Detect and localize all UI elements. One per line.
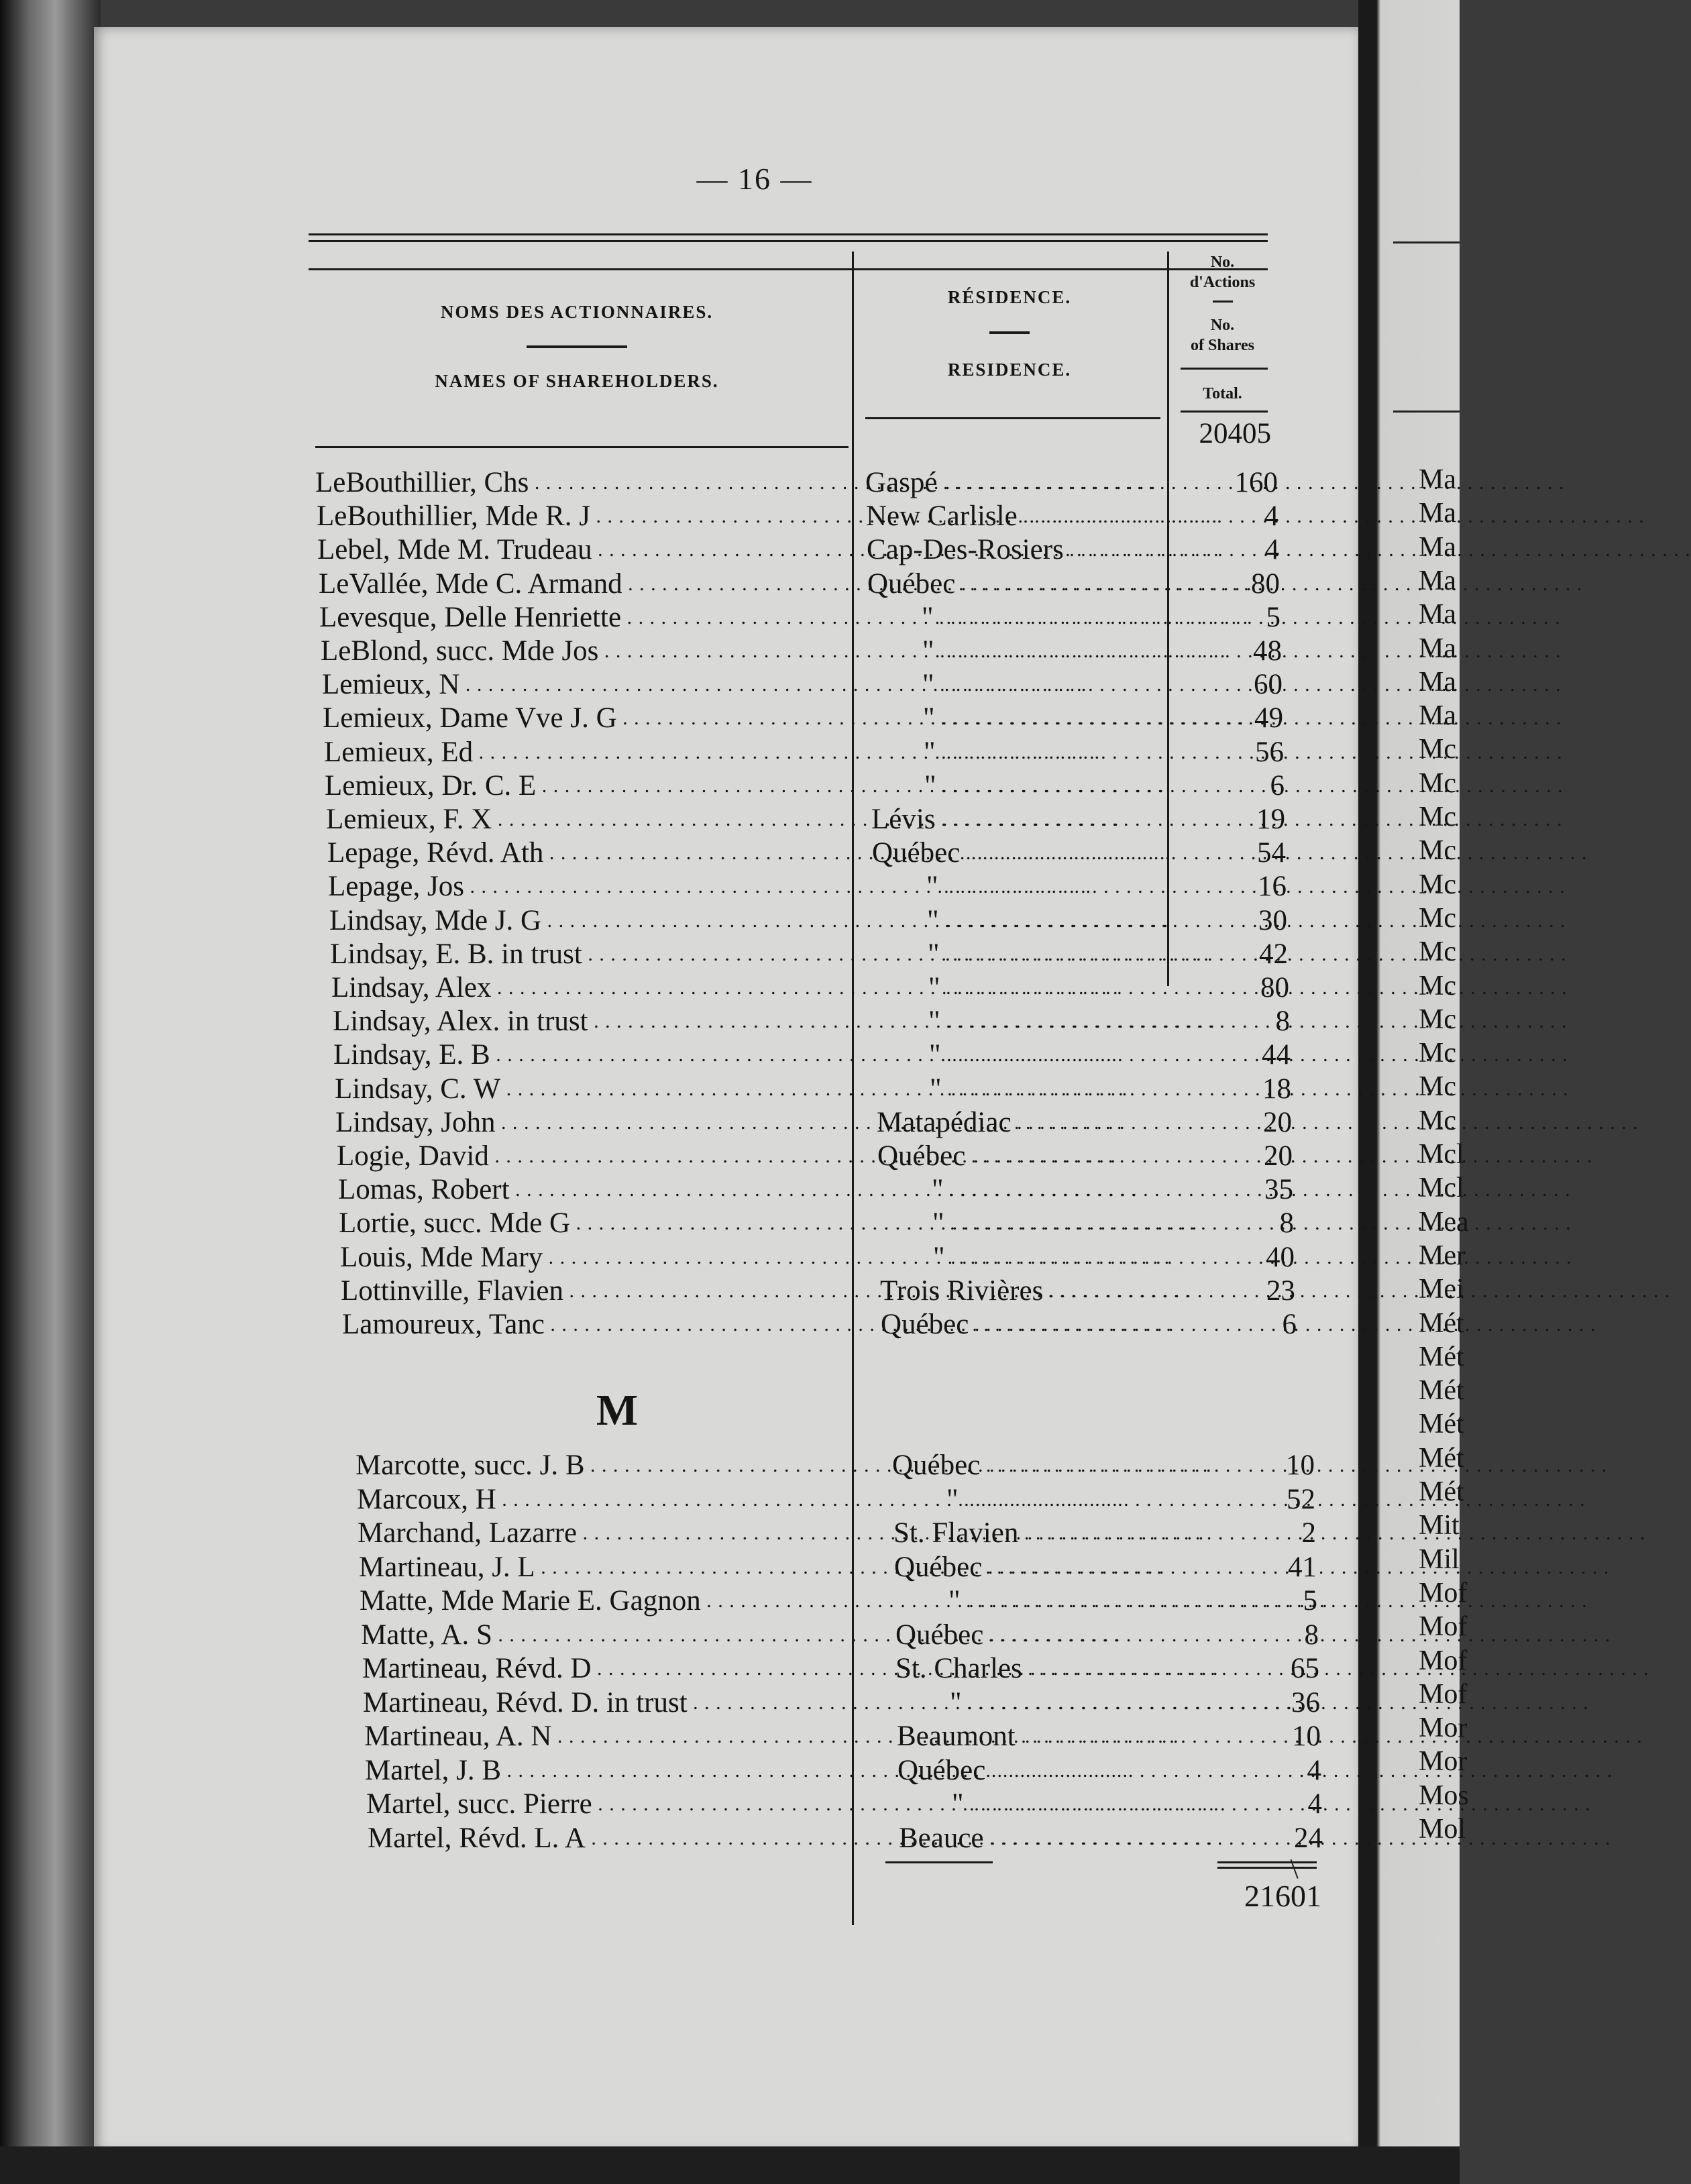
facing-page-fragment: Mof xyxy=(1419,1678,1468,1710)
header-residence-dash xyxy=(989,331,1030,334)
table-row xyxy=(0,1619,1342,1652)
residence: " . . . xyxy=(923,702,1178,735)
residence: Cap-Des-Rosiers . . . xyxy=(867,533,1175,567)
share-count: 44 xyxy=(1262,1039,1291,1071)
share-count: 4 xyxy=(1264,500,1278,533)
table-row xyxy=(0,567,1342,601)
share-count: 60 xyxy=(1254,669,1283,701)
residence: " . . . xyxy=(928,938,1183,971)
shareholder-name: Levesque, Delle Henriette . . . xyxy=(319,601,849,635)
table-row xyxy=(0,938,1342,971)
shareholder-name: Lemieux, Dame Vve J. G . . . xyxy=(323,702,849,735)
share-count: 36 xyxy=(1291,1686,1320,1718)
residence: Québec . . . xyxy=(872,836,1181,870)
residence: " . . . xyxy=(928,971,1183,1005)
facing-page-fragment: Mit xyxy=(1419,1510,1460,1541)
share-count: 20 xyxy=(1264,1140,1293,1172)
shareholder-name: Martineau, Révd. D. in trust . . . xyxy=(363,1686,892,1720)
shareholder-name: Marcoux, H . . . xyxy=(357,1483,892,1517)
header-names-dash xyxy=(527,345,627,348)
shareholder-name: Lindsay, E. B. in trust . . . xyxy=(330,938,849,971)
shareholder-name: Lindsay, John . . . xyxy=(335,1106,849,1140)
facing-page-fragment: Mc xyxy=(1419,902,1456,934)
share-count: 42 xyxy=(1259,938,1288,970)
share-count: 35 xyxy=(1264,1174,1293,1206)
share-count: 5 xyxy=(1303,1585,1317,1617)
share-count: 20 xyxy=(1263,1106,1292,1138)
table-row xyxy=(0,769,1342,803)
residence: Beaumont . . . xyxy=(897,1720,1202,1753)
facing-page-fragment: Mét xyxy=(1419,1341,1464,1372)
share-count: 48 xyxy=(1253,635,1282,667)
facing-page-fragment: Ma xyxy=(1419,666,1456,698)
facing-page-fragment: Mof xyxy=(1419,1645,1468,1676)
facing-page-fragment: Mét xyxy=(1419,1409,1464,1440)
residence: Beauce . . . xyxy=(899,1822,1204,1855)
shareholder-name: Lepage, Jos . . . xyxy=(328,870,849,904)
beauce-rule xyxy=(885,1861,993,1863)
share-count: 40 xyxy=(1266,1241,1295,1273)
facing-page-fragment: Mor xyxy=(1419,1712,1468,1744)
facing-page-fragment: Mof xyxy=(1419,1611,1468,1643)
table-row xyxy=(0,1483,1342,1517)
shareholder-name: Lemieux, Ed . . . xyxy=(324,736,849,769)
table-row xyxy=(0,904,1342,938)
share-count: 4 xyxy=(1307,1754,1321,1786)
carried-total: 20405 xyxy=(1199,418,1271,449)
shareholder-name: Lindsay, Alex . . . xyxy=(331,971,849,1005)
facing-page-fragment: Ma xyxy=(1419,599,1456,631)
share-count: 10 xyxy=(1292,1721,1321,1752)
table-row xyxy=(0,971,1342,1005)
section-letter: M xyxy=(596,1386,639,1435)
residence: Québec . . . xyxy=(894,1551,1199,1584)
shareholder-name: Louis, Mde Mary . . . xyxy=(340,1241,849,1274)
residence: Québec . . . xyxy=(877,1140,1186,1173)
facing-page-fragment: Mc xyxy=(1419,835,1456,867)
share-count: 8 xyxy=(1279,1207,1294,1240)
residence: " . . . xyxy=(922,668,1177,702)
residence: Matapédiac . . . xyxy=(877,1106,1185,1140)
table-row xyxy=(0,1005,1342,1038)
residence: " . . . xyxy=(952,1788,1203,1821)
header-shares-en-2: of Shares xyxy=(1191,337,1254,354)
residence: " . . . xyxy=(948,1584,1200,1618)
residence: " . . . xyxy=(930,1073,1185,1106)
facing-page-fragment: Mcl xyxy=(1419,1139,1464,1170)
page-number: — 16 — xyxy=(696,162,813,196)
residence: " . . . xyxy=(929,1038,1184,1072)
header-names-fr: NOMS DES ACTIONNAIRES. xyxy=(440,302,714,322)
shareholder-name: Lindsay, C. W . . . xyxy=(335,1073,849,1106)
facing-page-fragment: Mos xyxy=(1419,1780,1469,1811)
table-row xyxy=(0,1720,1342,1753)
header-residence-en: RESIDENCE. xyxy=(947,360,1072,380)
residence: Québec . . . xyxy=(867,567,1176,601)
facing-page-fragment: Mc xyxy=(1419,734,1456,765)
shareholder-name: LeBouthillier, Mde R. J . . . xyxy=(317,500,849,533)
residence: St. Charles . . . xyxy=(895,1652,1201,1686)
residence: " . . . xyxy=(924,736,1179,769)
shareholder-name: Martineau, J. L . . . xyxy=(359,1551,892,1584)
shareholder-name: LeVallée, Mde C. Armand . . . xyxy=(319,567,849,601)
shareholder-name: Matte, A. S . . . xyxy=(361,1619,892,1652)
residence: Québec . . . xyxy=(881,1308,1189,1342)
shareholder-name: Marcotte, succ. J. B . . . xyxy=(356,1449,892,1482)
table-row xyxy=(0,702,1342,735)
share-count: 8 xyxy=(1275,1005,1290,1038)
table-row xyxy=(0,635,1342,668)
shareholder-name: Martel, J. B . . . xyxy=(365,1754,892,1788)
share-count: 19 xyxy=(1256,804,1285,835)
share-count: 52 xyxy=(1287,1483,1315,1515)
share-count: 80 xyxy=(1260,972,1289,1003)
shareholder-name: Martineau, Révd. D . . . xyxy=(362,1652,892,1686)
share-count: 2 xyxy=(1301,1517,1316,1549)
names-header-underline xyxy=(315,446,849,448)
residence: " . . . xyxy=(932,1173,1187,1207)
residence: Québec . . . xyxy=(895,1619,1201,1652)
table-row xyxy=(0,1274,1342,1308)
shareholder-name: Martel, Révd. L. A . . . xyxy=(368,1822,892,1855)
residence: " . . . xyxy=(922,601,1177,635)
header-shares-fr-2: d'Actions xyxy=(1189,274,1256,291)
table-row xyxy=(0,1173,1342,1207)
shareholder-name: Lamoureux, Tanc . . . xyxy=(342,1308,849,1342)
residence: " . . . xyxy=(926,870,1181,904)
facing-page-fragment: Mét xyxy=(1419,1307,1464,1339)
shareholder-name: Lindsay, E. B . . . xyxy=(333,1038,849,1072)
share-count: 23 xyxy=(1266,1274,1295,1307)
residence: " . . . xyxy=(924,769,1179,803)
table-row xyxy=(0,1754,1342,1788)
facing-page-fragment: Ma xyxy=(1419,633,1456,664)
share-count: 65 xyxy=(1291,1653,1319,1684)
residence: " . . . xyxy=(927,904,1182,938)
table-row xyxy=(0,736,1342,769)
header-shares-rule xyxy=(1181,368,1268,370)
facing-page-fragment: Mer xyxy=(1419,1240,1466,1271)
final-total: 21601 xyxy=(1244,1879,1321,1913)
residence: Lévis . . . xyxy=(871,803,1180,836)
share-count: 16 xyxy=(1258,871,1287,903)
share-count: 5 xyxy=(1266,601,1280,633)
share-count: 8 xyxy=(1304,1619,1319,1651)
table-row xyxy=(0,1584,1342,1618)
header-residence-fr: RÉSIDENCE. xyxy=(947,287,1072,307)
shareholder-name: Lomas, Robert . . . xyxy=(338,1173,849,1207)
residence: " . . . xyxy=(932,1207,1187,1240)
share-count: 18 xyxy=(1262,1073,1291,1105)
residence: " . . . xyxy=(946,1483,1198,1517)
facing-page-fragment: Mor xyxy=(1419,1746,1468,1778)
shareholder-name: Martineau, A. N . . . xyxy=(364,1720,892,1753)
share-count: 160 xyxy=(1234,467,1278,498)
header-shares-en-1: No. xyxy=(1210,317,1235,334)
shareholder-name: Lottinville, Flavien . . . xyxy=(341,1274,849,1308)
facing-page-fragment: Mea xyxy=(1419,1206,1469,1238)
residence: " . . . xyxy=(933,1241,1188,1274)
facing-page-fragment: Mc xyxy=(1419,1003,1456,1035)
residence: Québec . . . xyxy=(897,1754,1203,1788)
share-count: 4 xyxy=(1264,534,1279,566)
table-row xyxy=(0,870,1342,904)
table-row xyxy=(0,1308,1342,1342)
header-shares-fr-1: No. xyxy=(1210,254,1235,271)
table-row xyxy=(0,601,1342,635)
facing-page-fragment: Mc xyxy=(1419,1038,1456,1069)
facing-page-fragment: Mei xyxy=(1419,1274,1464,1305)
table-row xyxy=(0,1788,1342,1821)
share-count: 24 xyxy=(1294,1822,1323,1854)
residence: Québec . . . xyxy=(892,1449,1197,1482)
facing-page-fragment: Mcl xyxy=(1419,1172,1464,1204)
share-count: 10 xyxy=(1286,1450,1315,1481)
facing-page-fragment: Mc xyxy=(1419,869,1456,900)
shareholder-name: Lebel, Mde M. Trudeau . . . xyxy=(317,533,849,567)
facing-page-fragment: Mc xyxy=(1419,767,1456,799)
header-total-rule xyxy=(1181,411,1268,413)
facing-page-fragment: Ma xyxy=(1419,464,1456,495)
residence: " . . . xyxy=(922,635,1177,668)
table-row xyxy=(0,1038,1342,1072)
header-names-en: NAMES OF SHAREHOLDERS. xyxy=(435,371,719,391)
share-count: 30 xyxy=(1258,904,1287,936)
share-count: 80 xyxy=(1251,567,1280,600)
header-top-rule-2 xyxy=(309,240,1268,242)
shareholder-name: Lemieux, F. X . . . xyxy=(326,803,849,836)
share-count: 6 xyxy=(1270,769,1285,802)
facing-page-fragment: Mét xyxy=(1419,1375,1464,1407)
table-row xyxy=(0,1686,1342,1720)
residence: New Carlisle . . . xyxy=(866,500,1175,533)
facing-page-fragment: Ma xyxy=(1419,700,1456,732)
table-row xyxy=(0,1517,1342,1550)
table-row xyxy=(0,836,1342,870)
table-row xyxy=(0,1241,1342,1274)
table-row xyxy=(0,1822,1342,1855)
shareholder-name: Logie, David . . . xyxy=(337,1140,849,1173)
header-shares-dash xyxy=(1213,301,1233,303)
table-row xyxy=(0,466,1342,500)
table-row xyxy=(0,533,1342,567)
shareholder-name: Lortie, succ. Mde G . . . xyxy=(339,1207,849,1240)
table-row xyxy=(0,1207,1342,1240)
share-count: 56 xyxy=(1255,736,1284,768)
residence: " . . . xyxy=(950,1686,1201,1720)
residence: Trois Rivières . . . xyxy=(880,1274,1189,1308)
facing-page-fragment: Mét xyxy=(1419,1476,1464,1507)
facing-page-fragment: Mc xyxy=(1419,936,1456,968)
shareholder-name: Matte, Mde Marie E. Gagnon . . . xyxy=(360,1584,892,1618)
header-total-label: Total. xyxy=(1203,385,1242,402)
header-top-rule xyxy=(309,233,1268,235)
shareholder-name: Marchand, Lazarre . . . xyxy=(358,1517,892,1550)
residence: St. Flavien . . . xyxy=(893,1517,1199,1550)
shareholder-name: Lindsay, Mde J. G . . . xyxy=(329,904,849,938)
facing-page-fragment: Mil xyxy=(1419,1543,1460,1575)
table-row xyxy=(0,1551,1342,1584)
table-row xyxy=(0,1073,1342,1106)
shareholder-name: Lemieux, Dr. C. E . . . xyxy=(325,769,849,803)
residence: Gaspé . . . xyxy=(865,466,1174,500)
share-count: 41 xyxy=(1288,1551,1317,1583)
shareholder-name: LeBlond, succ. Mde Jos . . . xyxy=(321,635,849,668)
residence-header-underline xyxy=(865,417,1160,419)
shareholder-name: Lemieux, N . . . xyxy=(322,668,849,702)
shareholder-name: Martel, succ. Pierre . . . xyxy=(366,1788,892,1821)
table-row xyxy=(0,1140,1342,1173)
facing-page-fragment: Ma xyxy=(1419,565,1456,596)
page-bottom-edge xyxy=(0,2146,1460,2184)
shareholder-name: LeBouthillier, Chs . . . xyxy=(315,466,849,500)
table-row xyxy=(0,803,1342,836)
facing-page-fragment: Ma xyxy=(1419,531,1456,563)
facing-page-fragment: Mc xyxy=(1419,1105,1456,1136)
share-count: 54 xyxy=(1257,837,1286,869)
table-row xyxy=(0,500,1342,533)
facing-page-fragment: Mc xyxy=(1419,970,1456,1001)
residence: " . . . xyxy=(928,1005,1183,1038)
facing-page-fragment: Mc xyxy=(1419,802,1456,832)
share-count: 49 xyxy=(1254,702,1283,734)
facing-page-fragment: Mof xyxy=(1419,1577,1468,1608)
header-top-rule-3 xyxy=(309,268,1268,270)
table-row xyxy=(0,1106,1342,1140)
facing-page-fragment: Mc xyxy=(1419,1071,1456,1103)
table-row xyxy=(0,1449,1342,1482)
table-row xyxy=(0,1652,1342,1686)
shareholder-name: Lepage, Révd. Ath . . . xyxy=(327,836,849,870)
share-count: 4 xyxy=(1307,1788,1322,1820)
share-count: 6 xyxy=(1282,1309,1297,1340)
shareholder-name: Lindsay, Alex. in trust . . . xyxy=(333,1005,849,1038)
facing-page-fragment: Mét xyxy=(1419,1442,1464,1474)
facing-page-fragment: Mol xyxy=(1419,1814,1466,1845)
facing-page-fragment: Ma xyxy=(1419,498,1456,529)
table-row xyxy=(0,668,1342,702)
